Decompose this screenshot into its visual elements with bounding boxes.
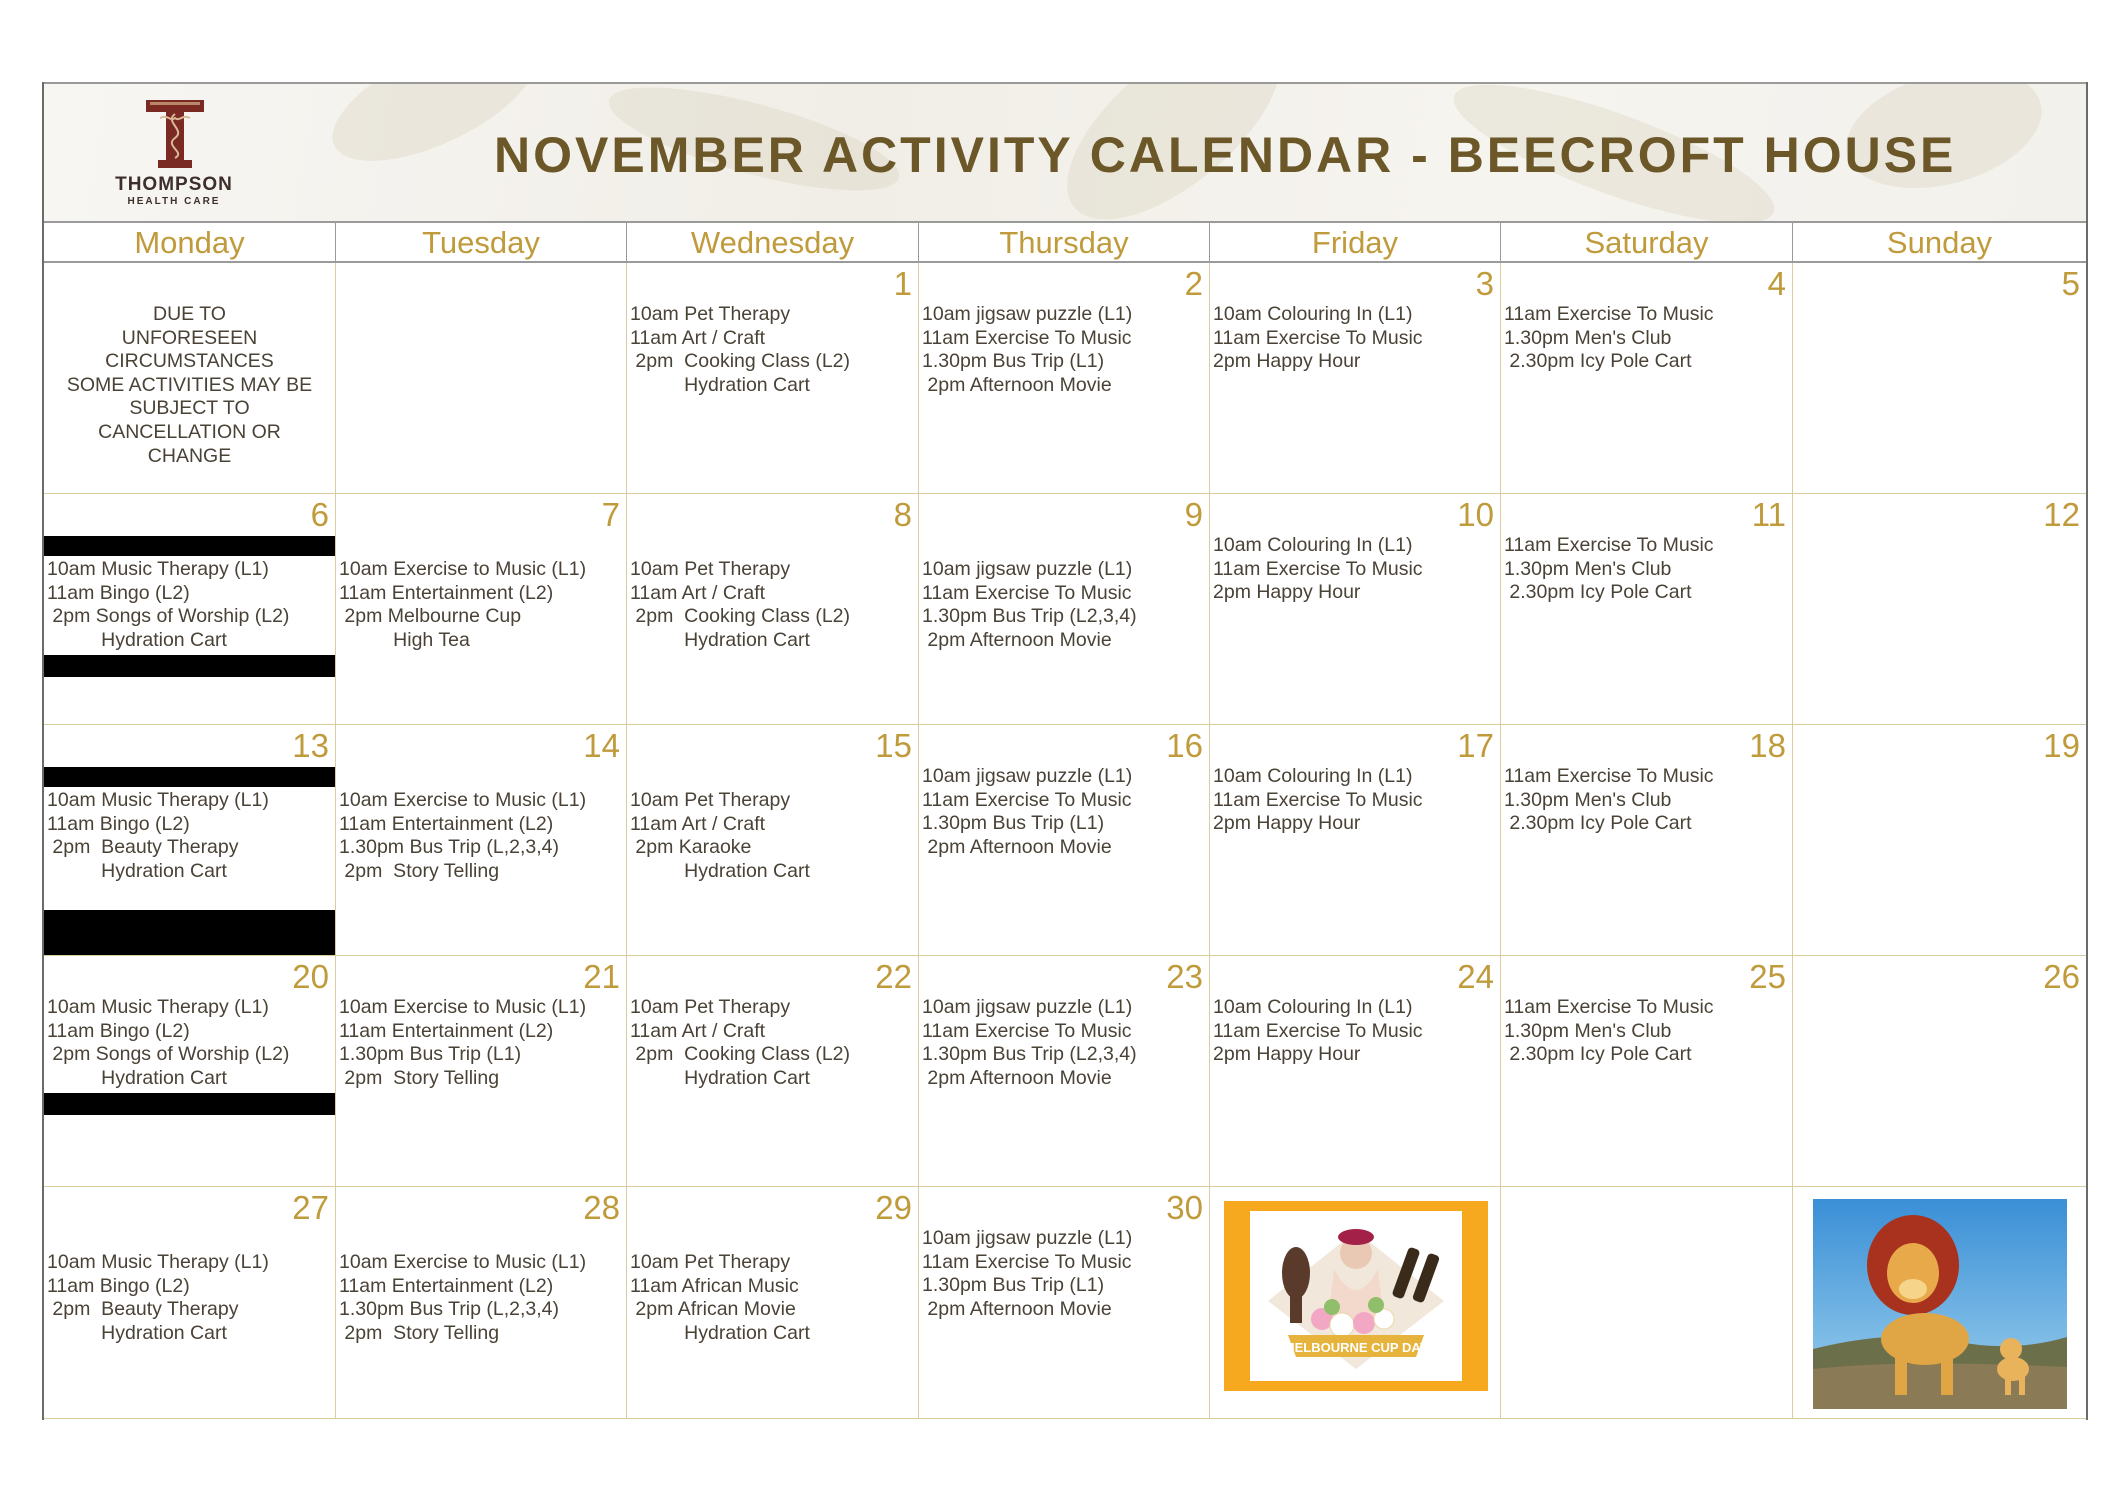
logo-subtitle: HEALTH CARE	[127, 196, 221, 207]
day-number: 19	[2043, 727, 2080, 764]
day-cell-15	[627, 725, 919, 956]
day-number: 23	[1166, 958, 1203, 995]
day-number: 9	[1184, 496, 1203, 533]
day-cell-30	[919, 1187, 1210, 1419]
day-activities: 11am Exercise To Music 1.30pm Men's Club 2.30pm Icy Pole Cart	[1504, 534, 1714, 604]
day-number: 12	[2043, 496, 2080, 533]
day-number: 26	[2043, 958, 2080, 995]
day-cell-13	[44, 725, 336, 956]
notice-cell	[44, 263, 336, 494]
day-cell-27	[44, 1187, 336, 1419]
day-number: 13	[292, 727, 329, 764]
day-number: 10	[1457, 496, 1494, 533]
day-activities: 10am Colouring In (L1) 11am Exercise To Music 2pm Happy Hour	[1213, 765, 1423, 835]
day-activities: 11am Exercise To Music 1.30pm Men's Club 2.30pm Icy Pole Cart	[1504, 765, 1714, 835]
day-activities: 10am Pet Therapy 11am Art / Craft 2pm Karaoke Hydration Cart	[630, 789, 810, 882]
t-caduceus-icon	[146, 100, 204, 170]
day-cell-20	[44, 956, 336, 1187]
logo-name: THOMPSON	[115, 174, 233, 195]
day-cell-empty	[336, 263, 627, 494]
day-number: 1	[893, 265, 912, 302]
day-number: 27	[292, 1189, 329, 1226]
cup-banner-text: MELBOURNE CUP DAY	[1283, 1340, 1429, 1355]
day-number: 18	[1749, 727, 1786, 764]
day-cell-18	[1501, 725, 1793, 956]
day-activities: 11am Exercise To Music 1.30pm Men's Club 2.30pm Icy Pole Cart	[1504, 996, 1714, 1066]
day-activities: 10am Colouring In (L1) 11am Exercise To Music 2pm Happy Hour	[1213, 534, 1423, 604]
lion-king-cell	[1793, 1187, 2086, 1419]
day-number: 15	[875, 727, 912, 764]
day-cell-6	[44, 494, 336, 725]
day-number: 7	[601, 496, 620, 533]
day-number: 20	[292, 958, 329, 995]
day-activities: 10am Exercise to Music (L1) 11am Entertainment (L2) 2pm Melbourne Cup High Tea	[339, 558, 587, 651]
day-number: 30	[1166, 1189, 1203, 1226]
day-number: 2	[1184, 265, 1203, 302]
day-number: 28	[583, 1189, 620, 1226]
day-cell-28	[336, 1187, 627, 1419]
day-cell-7	[336, 494, 627, 725]
day-cell-9	[919, 494, 1210, 725]
day-number: 6	[310, 496, 329, 533]
melbourne-cup-image	[1224, 1201, 1488, 1391]
day-number: 4	[1767, 265, 1786, 302]
black-bar	[44, 1093, 335, 1115]
day-cell-empty	[1501, 1187, 1793, 1419]
header-banner	[44, 82, 2086, 223]
day-cell-19	[1793, 725, 2086, 956]
day-cell-2	[919, 263, 1210, 494]
day-activities: 11am Exercise To Music 1.30pm Men's Club 2.30pm Icy Pole Cart	[1504, 303, 1714, 373]
day-cell-25	[1501, 956, 1793, 1187]
day-activities: 10am jigsaw puzzle (L1) 11am Exercise To Music 1.30pm Bus Trip (L1) 2pm Afternoon Movie	[922, 765, 1133, 858]
day-friday: Friday	[1210, 223, 1501, 261]
day-activities: 10am Exercise to Music (L1) 11am Entertainment (L2) 1.30pm Bus Trip (L,2,3,4) 2pm Story Telling	[339, 789, 587, 882]
day-cell-8	[627, 494, 919, 725]
day-saturday: Saturday	[1501, 223, 1793, 261]
day-activities: 10am Pet Therapy 11am Art / Craft 2pm Cooking Class (L2) Hydration Cart	[630, 303, 851, 396]
page-title: NOVEMBER ACTIVITY CALENDAR - BEECROFT HOUSE	[494, 127, 1957, 183]
day-number: 11	[1751, 496, 1786, 533]
day-sunday: Sunday	[1886, 225, 1993, 260]
day-cell-16	[919, 725, 1210, 956]
day-activities: 10am Pet Therapy 11am Art / Craft 2pm Cooking Class (L2) Hydration Cart	[630, 558, 851, 651]
day-number: 25	[1749, 958, 1786, 995]
day-activities: 10am Music Therapy (L1) 11am Bingo (L2) 2pm Songs of Worship (L2) Hydration Cart	[47, 558, 290, 651]
day-number: 17	[1457, 727, 1494, 764]
notice-text: DUE TO UNFORESEEN CIRCUMSTANCES SOME ACTIVITIES MAY BE SUBJECT TO CANCELLATION OR CHANGE	[66, 303, 313, 467]
day-number: 24	[1457, 958, 1494, 995]
day-tuesday: Tuesday	[336, 223, 627, 261]
day-activities: 10am jigsaw puzzle (L1) 11am Exercise To Music 1.30pm Bus Trip (L1) 2pm Afternoon Movie	[922, 1227, 1133, 1320]
weekday-header	[44, 223, 2086, 263]
day-cell-22	[627, 956, 919, 1187]
day-activities: 10am Exercise to Music (L1) 11am Entertainment (L2) 1.30pm Bus Trip (L1) 2pm Story Telling	[339, 996, 587, 1089]
thompson-logo	[104, 94, 244, 218]
day-activities: 10am Exercise to Music (L1) 11am Entertainment (L2) 1.30pm Bus Trip (L,2,3,4) 2pm Story Telling	[339, 1251, 587, 1344]
day-number: 8	[893, 496, 912, 533]
day-activities: 10am jigsaw puzzle (L1) 11am Exercise To Music 1.30pm Bus Trip (L1) 2pm Afternoon Movie	[922, 303, 1133, 396]
day-cell-5	[1793, 263, 2086, 494]
day-cell-3	[1210, 263, 1501, 494]
day-number: 16	[1166, 727, 1203, 764]
day-wednesday: Wednesday	[627, 223, 919, 261]
day-activities: 10am Music Therapy (L1) 11am Bingo (L2) 2pm Beauty Therapy Hydration Cart	[47, 789, 269, 882]
day-cell-17	[1210, 725, 1501, 956]
day-activities: 10am jigsaw puzzle (L1) 11am Exercise To Music 1.30pm Bus Trip (L2,3,4) 2pm Afternoon Movie	[922, 558, 1137, 651]
day-cell-10	[1210, 494, 1501, 725]
day-number: 5	[2061, 265, 2080, 302]
day-cell-29	[627, 1187, 919, 1419]
black-bar	[44, 910, 335, 956]
day-number: 29	[875, 1189, 912, 1226]
day-activities: 10am Music Therapy (L1) 11am Bingo (L2) 2pm Beauty Therapy Hydration Cart	[47, 1251, 269, 1344]
day-cell-21	[336, 956, 627, 1187]
day-cell-11	[1501, 494, 1793, 725]
black-bar	[44, 767, 335, 787]
day-number: 14	[583, 727, 620, 764]
melbourne-cup-cell	[1210, 1187, 1501, 1419]
day-number: 3	[1475, 265, 1494, 302]
day-activities: 10am Colouring In (L1) 11am Exercise To Music 2pm Happy Hour	[1213, 303, 1423, 373]
day-number: 22	[875, 958, 912, 995]
day-activities: 10am jigsaw puzzle (L1) 11am Exercise To Music 1.30pm Bus Trip (L2,3,4) 2pm Afternoon Movie	[922, 996, 1137, 1089]
day-cell-1	[627, 263, 919, 494]
day-cell-26	[1793, 956, 2086, 1187]
day-cell-14	[336, 725, 627, 956]
day-cell-24	[1210, 956, 1501, 1187]
day-cell-4	[1501, 263, 1793, 494]
day-activities: 10am Pet Therapy 11am Art / Craft 2pm Cooking Class (L2) Hydration Cart	[630, 996, 851, 1089]
day-activities: 10am Colouring In (L1) 11am Exercise To Music 2pm Happy Hour	[1213, 996, 1423, 1066]
day-number: 21	[583, 958, 620, 995]
day-cell-12	[1793, 494, 2086, 725]
day-activities: 10am Music Therapy (L1) 11am Bingo (L2) 2pm Songs of Worship (L2) Hydration Cart	[47, 996, 290, 1089]
day-monday: Monday	[44, 223, 336, 261]
black-bar	[44, 536, 335, 556]
calendar-frame	[42, 82, 2088, 1420]
day-thursday: Thursday	[919, 223, 1210, 261]
day-activities: 10am Pet Therapy 11am African Music 2pm African Movie Hydration Cart	[630, 1251, 810, 1344]
lion-king-image	[1813, 1199, 2067, 1409]
black-bar	[44, 655, 335, 677]
day-cell-23	[919, 956, 1210, 1187]
